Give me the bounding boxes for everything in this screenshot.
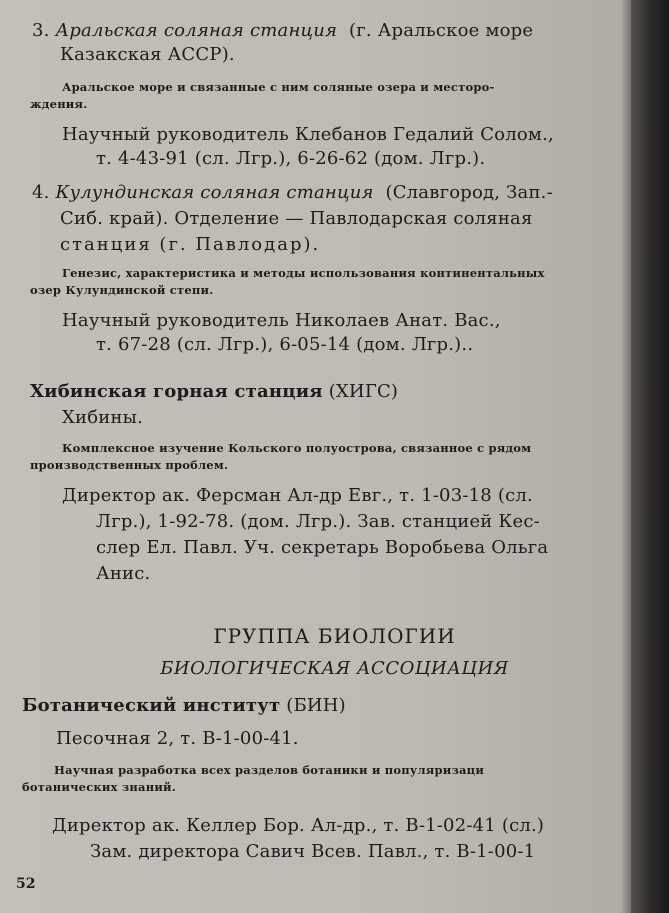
- section-group-title: ГРУППА БИОЛОГИИ: [213, 624, 456, 648]
- entry-aral-phones: т. 4-43-91 (сл. Лгр.), 6-26-62 (дом. Лгр.).: [96, 148, 486, 169]
- station-place: (Славгород, Зап.-: [385, 182, 553, 203]
- institute-title: Ботанический институт: [22, 695, 281, 716]
- institute-abbreviation: (БИН): [286, 695, 346, 716]
- book-spine-edge: [631, 0, 669, 913]
- entry-aral-description: Аральское море и связанные с ним соляные озера и месторо-: [62, 80, 495, 94]
- entry-khibiny-description-cont: производственных проблем.: [30, 458, 229, 472]
- station-place: (г. Аральское море: [349, 20, 534, 41]
- section-association-title: БИОЛОГИЧЕСКАЯ АССОЦИАЦИЯ: [160, 658, 509, 679]
- entry-khibiny-description: Комплексное изучение Кольского полуострова, связанное с рядом: [62, 441, 532, 455]
- entry-khibiny-secretary-cont: Анис.: [96, 563, 151, 584]
- entry-kulunda-description: Генезис, характеристика и методы использования континентальных: [62, 266, 545, 280]
- page-gutter-shadow: [621, 0, 631, 913]
- entry-botany-description: Научная разработка всех разделов ботаники и популяризаци: [54, 763, 485, 777]
- entry-kulunda-supervisor: Научный руководитель Николаев Анат. Вас.,: [62, 310, 501, 331]
- entry-aral-description-cont: ждения.: [30, 97, 88, 111]
- station-name: Кулундинская соляная станция: [55, 182, 374, 203]
- entry-khibiny-heading: [30, 381, 398, 402]
- station-title: Хибинская горная станция: [30, 381, 323, 402]
- entry-kulunda-phones: т. 67-28 (сл. Лгр.), 6-05-14 (дом. Лгр.)..: [96, 334, 474, 355]
- page-number: 52: [16, 876, 36, 892]
- entry-kulunda-description-cont: озер Кулундинской степи.: [30, 283, 214, 297]
- entry-kulunda-branch-cont: станция (г. Павлодар).: [60, 234, 321, 255]
- entry-kulunda-branch: Сиб. край). Отделение — Павлодарская соляная: [60, 208, 533, 229]
- entry-khibiny-secretary: слер Ел. Павл. Уч. секретарь Воробьева Ольга: [96, 537, 549, 558]
- entry-number: 4.: [32, 182, 50, 203]
- entry-botany-description-cont: ботанических знаний.: [22, 780, 176, 794]
- entry-botany-deputy: Зам. директора Савич Всев. Павл., т. В-1-00-1: [90, 841, 536, 862]
- entry-kulunda-heading: [32, 182, 553, 203]
- station-abbreviation: (ХИГС): [328, 381, 399, 402]
- entry-khibiny-director: Директор ак. Ферсман Ал-др Евг., т. 1-03-18 (сл.: [62, 485, 533, 506]
- entry-botany-director: Директор ак. Келлер Бор. Ал-др., т. В-1-02-41 (сл.): [52, 815, 545, 836]
- station-name: Аральская соляная станция: [55, 20, 338, 41]
- entry-number: 3.: [32, 20, 50, 41]
- entry-botany-heading: [22, 695, 346, 716]
- entry-aral-supervisor: Научный руководитель Клебанов Гедалий Солом.,: [62, 124, 554, 145]
- entry-khibiny-contact-cont: Лгр.), 1-92-78. (дом. Лгр.). Зав. станцией Кес-: [96, 511, 540, 532]
- entry-khibiny-place: Хибины.: [62, 407, 144, 428]
- entry-botany-address: Песочная 2, т. В-1-00-41.: [56, 728, 299, 749]
- entry-aral-heading: [32, 20, 533, 41]
- entry-aral-place-line: Казакская АССР).: [60, 44, 235, 65]
